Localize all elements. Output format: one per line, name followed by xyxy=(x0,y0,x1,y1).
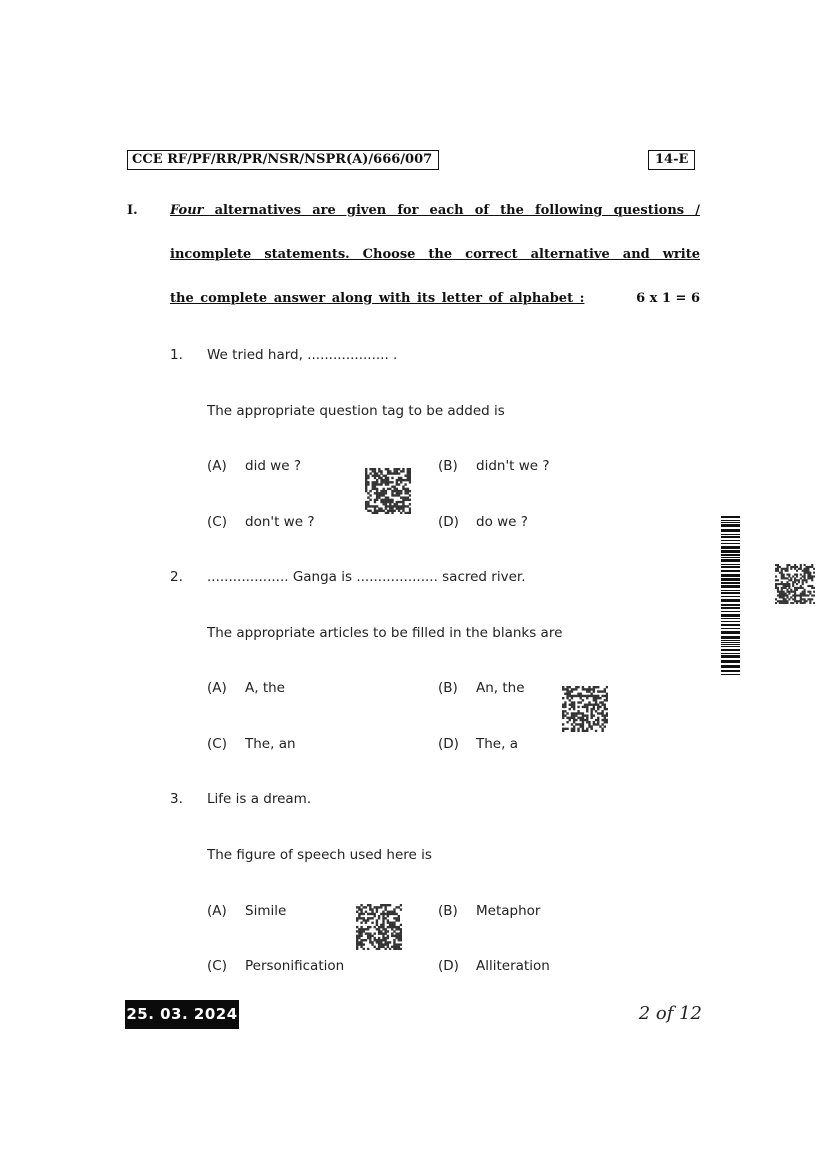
option-text: The, a xyxy=(476,736,518,752)
option-letter: (A) xyxy=(207,903,227,919)
option-letter: (C) xyxy=(207,514,227,530)
option-letter: (B) xyxy=(438,458,458,474)
option-text: didn't we ? xyxy=(476,458,550,474)
option-letter: (B) xyxy=(438,903,458,919)
qr-code-icon xyxy=(365,468,411,514)
option-letter: (C) xyxy=(207,958,227,974)
page-number: 2 of 12 xyxy=(638,1003,702,1024)
option-text: A, the xyxy=(245,680,285,696)
marks-allocation: 6 x 1 = 6 xyxy=(636,291,700,306)
question-number: 3. xyxy=(170,791,183,807)
option-letter: (D) xyxy=(438,736,459,752)
question-prompt: The appropriate articles to be filled in the blanks are xyxy=(207,625,563,641)
instruction-emphasis: Four xyxy=(170,203,204,218)
option-text: do we ? xyxy=(476,514,528,530)
section-number: I. xyxy=(127,203,138,218)
option-letter: (D) xyxy=(438,514,459,530)
option-letter: (A) xyxy=(207,680,227,696)
option-letter: (C) xyxy=(207,736,227,752)
instruction-line-1-text: alternatives are given for each of the following questions / xyxy=(203,203,700,218)
instruction-line-3: the complete answer along with its letter of alphabet : xyxy=(170,291,585,306)
option-text: An, the xyxy=(476,680,525,696)
instruction-line-2: incomplete statements. Choose the correct alternative and write xyxy=(170,247,700,262)
option-text: did we ? xyxy=(245,458,301,474)
question-text: Life is a dream. xyxy=(207,791,312,807)
question-prompt: The appropriate question tag to be added is xyxy=(207,403,505,419)
paper-code: CCE RF/PF/RR/PR/NSR/NSPR(A)/666/007 xyxy=(127,150,439,170)
option-text: The, an xyxy=(245,736,296,752)
instruction-line-1 xyxy=(170,203,700,218)
option-letter: (B) xyxy=(438,680,458,696)
question-number: 2. xyxy=(170,569,183,585)
option-text: Personification xyxy=(245,958,345,974)
qr-code-icon xyxy=(356,904,402,950)
question-number: 1. xyxy=(170,347,183,363)
question-prompt: The figure of speech used here is xyxy=(207,847,432,863)
option-letter: (D) xyxy=(438,958,459,974)
option-letter: (A) xyxy=(207,458,227,474)
option-text: Simile xyxy=(245,903,287,919)
qr-code-icon xyxy=(562,686,608,732)
question-text: ................... Ganga is ................... sacred river. xyxy=(207,569,526,585)
barcode-icon xyxy=(721,516,740,676)
option-text: don't we ? xyxy=(245,514,315,530)
option-text: Metaphor xyxy=(476,903,541,919)
exam-date-badge: 25. 03. 2024 xyxy=(125,1000,239,1029)
question-text: We tried hard, ................... . xyxy=(207,347,398,363)
qr-code-icon xyxy=(775,564,815,604)
subject-code: 14-E xyxy=(648,150,695,170)
option-text: Alliteration xyxy=(476,958,550,974)
